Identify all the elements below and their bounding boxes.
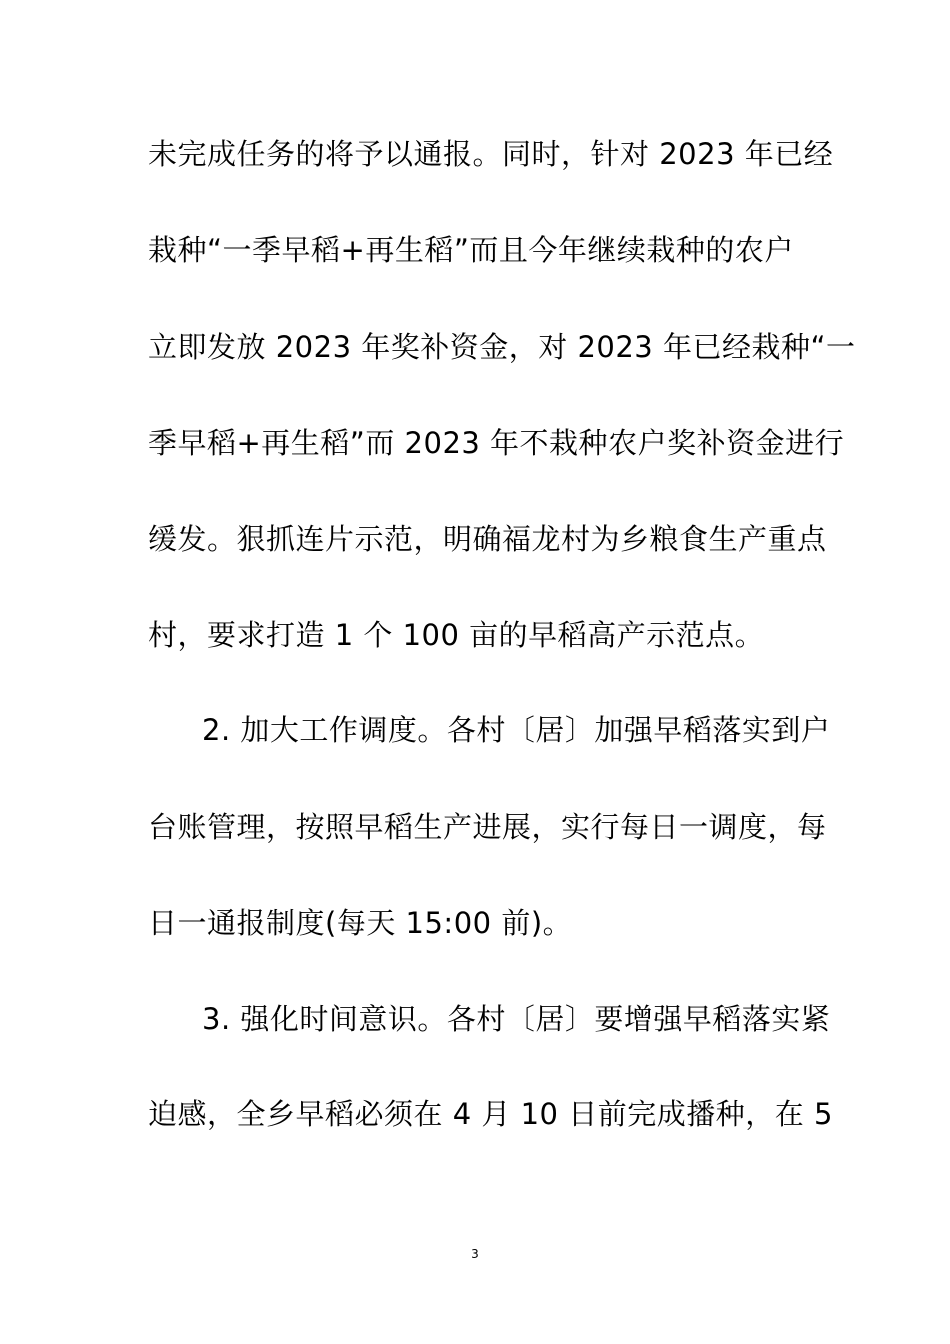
- text-line-3: 立即发放 2023 年奖补资金，对 2023 年已经栽种“一: [148, 330, 856, 364]
- text-line-9: 日一通报制度(每天 15:00 前)。: [148, 906, 573, 940]
- text-line-4: 季早稻+再生稻”而 2023 年不栽种农户奖补资金进行: [148, 426, 845, 460]
- text-line-10: 3. 强化时间意识。各村〔居〕要增强早稻落实紧: [202, 1002, 831, 1036]
- text-line-2: 栽种“一季早稻+再生稻”而且今年继续栽种的农户: [148, 233, 794, 267]
- text-line-8: 台账管理，按照早稻生产进展，实行每日一调度，每: [148, 810, 827, 844]
- text-line-5: 缓发。狠抓连片示范，明确福龙村为乡粮食生产重点: [148, 522, 827, 556]
- text-line-7: 2. 加大工作调度。各村〔居〕加强早稻落实到户: [202, 713, 831, 747]
- page-number: 3: [471, 1247, 479, 1261]
- text-line-1: 未完成任务的将予以通报。同时，针对 2023 年已经: [148, 137, 834, 171]
- text-line-6: 村，要求打造 1 个 100 亩的早稻高产示范点。: [148, 618, 765, 652]
- text-line-11: 迫感，全乡早稻必须在 4 月 10 日前完成播种，在 5: [148, 1097, 833, 1131]
